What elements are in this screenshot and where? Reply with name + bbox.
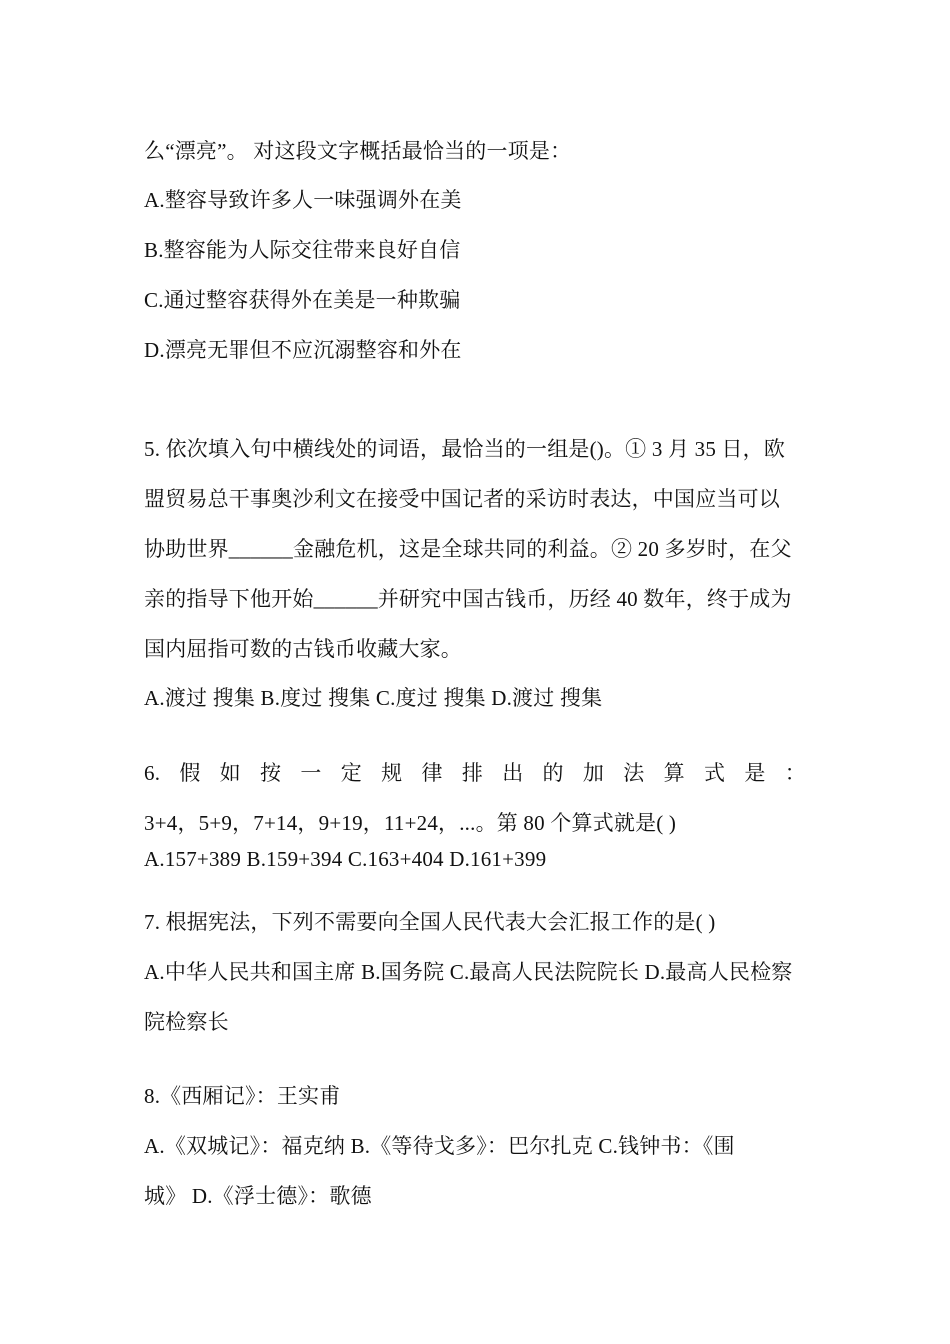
q5-stem-line-3: 协助世界______金融危机，这是全球共同的利益。② 20 多岁时，在父 [144, 537, 792, 561]
q4-option-c: C.通过整容获得外在美是一种欺骗 [144, 288, 461, 312]
q6-number: 6. [144, 761, 161, 785]
q8-stem: 8.《西厢记》：王实甫 [144, 1084, 341, 1108]
q6-char: 排 [461, 761, 484, 785]
q5-stem-line-5: 国内屈指可数的古钱币收藏大家。 [144, 637, 462, 661]
q6-char: 假 [179, 761, 201, 785]
q6-stem-line-1 [144, 759, 806, 787]
q6-char: 法 [623, 761, 645, 785]
q4-stem-tail: 么“漂亮”。 对这段文字概括最恰当的一项是： [144, 139, 572, 163]
q7-stem: 7. 根据宪法，下列不需要向全国人民代表大会汇报工作的是( ) [144, 910, 716, 934]
q4-option-d: D.漂亮无罪但不应沉溺整容和外在 [144, 338, 462, 362]
q6-char: 式 [703, 761, 726, 785]
q5-stem-line-1: 5. 依次填入句中横线处的词语，最恰当的一组是()。① 3 月 35 日，欧 [144, 437, 786, 461]
q5-stem-line-4: 亲的指导下他开始______并研究中国古钱币，历经 40 数年，终于成为 [144, 587, 792, 611]
q6-char: 的 [542, 761, 564, 785]
q6-char: 一 [300, 761, 322, 785]
q4-option-a: A.整容导致许多人一味强调外在美 [144, 188, 462, 212]
q6-char: 规 [381, 761, 403, 785]
q8-options-line-2: 城》 D.《浮士德》：歌德 [144, 1184, 372, 1208]
q6-char: ： [784, 761, 806, 785]
q6-char: 加 [582, 761, 605, 785]
q6-char: 定 [340, 761, 362, 785]
q6-char: 是 [744, 761, 766, 785]
q7-options-line-2: 院检察长 [144, 1010, 229, 1034]
q7-options-line-1: A.中华人民共和国主席 B.国务院 C.最高人民法院院长 D.最高人民检察 [144, 960, 793, 984]
q6-char: 按 [260, 761, 282, 785]
q5-options: A.渡过 搜集 B.度过 搜集 C.度过 搜集 D.渡过 搜集 [144, 686, 603, 710]
q6-char: 出 [502, 761, 524, 785]
q6-char: 律 [421, 761, 443, 785]
q8-options-line-1: A.《双城记》：福克纳 B.《等待戈多》：巴尔扎克 C.钱钟书：《围 [144, 1134, 735, 1158]
q6-char: 算 [663, 761, 685, 785]
q6-options: A.157+389 B.159+394 C.163+404 D.161+399 [144, 847, 547, 871]
q5-stem-line-2: 盟贸易总干事奥沙利文在接受中国记者的采访时表达，中国应当可以 [144, 487, 780, 511]
q6-char: 如 [219, 761, 241, 785]
q6-stem-line-2: 3+4，5+9，7+14，9+19，11+24，...。第 80 个算式就是( ) [144, 811, 677, 835]
q4-option-b: B.整容能为人际交往带来良好自信 [144, 238, 461, 262]
